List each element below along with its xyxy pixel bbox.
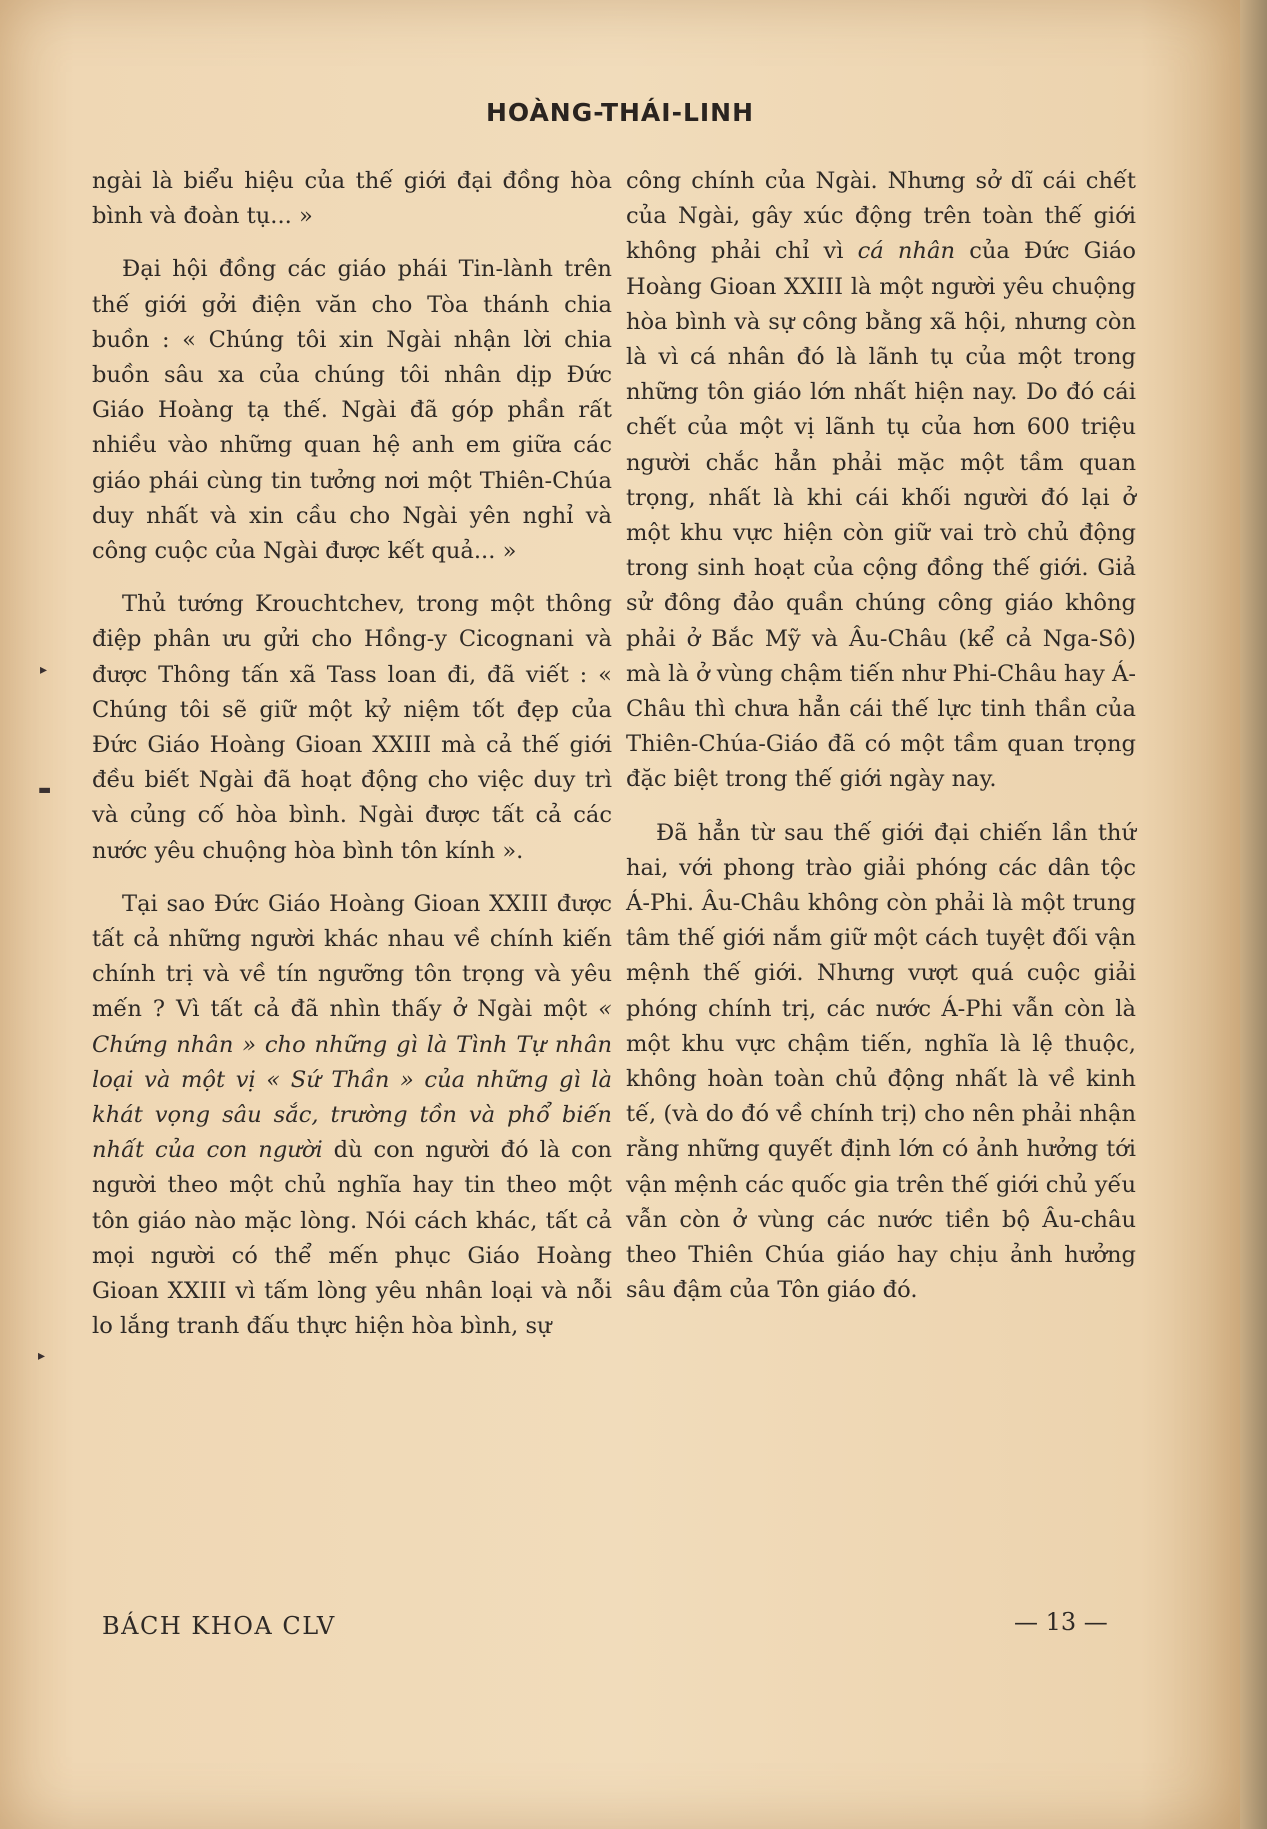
right-paragraph-1 <box>626 164 1136 798</box>
page-number: — 13 — <box>1014 1608 1108 1636</box>
left-paragraph-3: Thủ tướng Krouchtchev, trong một thông điệp phân ưu gửi cho Hồng-y Cicognani và được Thông tấn xã Tass loan đi, đã viết : « Chúng tôi sẽ giữ một kỷ niệm tốt đẹp của Đức Giáo Hoàng Gioan XXIII mà cả thế giới đều biết Ngài đã hoạt động cho việc duy trì và củng cố hòa bình. Ngài được tất cả các nước yêu chuộng hòa bình tôn kính ». <box>92 591 612 864</box>
page-header: HOÀNG-THÁI-LINH <box>485 98 755 127</box>
right-paragraph-1-start: công chính của Ngài. Nhưng sở dĩ cái chết của Ngài, gây xúc động trên toàn thế giới không phải chỉ vì <box>626 168 1136 265</box>
left-paragraph-4 <box>92 887 612 1345</box>
left-paragraph-4-italic: « Chứng nhân » cho những gì là Tình Tự nhân loại và một vị « Sứ Thần » của những gì là khát vọng sâu sắc, trường tồn và phổ biến nhất của con người <box>92 996 612 1164</box>
left-paragraph-2: Đại hội đồng các giáo phái Tin-lành trên thế giới gởi điện văn cho Tòa thánh chia buồn : « Chúng tôi xin Ngài nhận lời chia buồn sâu xa của chúng tôi nhân dịp Đức Giáo Hoàng tạ thế. Ngài đã góp phần rất nhiều vào những quan hệ anh em giữa các giáo phái cùng tin tưởng nơi một Thiên-Chúa duy nhất và xin cầu cho Ngài yên nghỉ và công cuộc của Ngài được kết quả... » <box>92 256 612 565</box>
right-column <box>626 164 1136 1327</box>
left-paragraph-4-start: Tại sao Đức Giáo Hoàng Gioan XXIII được tất cả những người khác nhau về chính kiến chính trị và về tín ngưỡng tôn trọng và yêu mến ? Vì tất cả đã nhìn thấy ở Ngài một <box>92 890 612 1023</box>
publication-footer: BÁCH KHOA CLV <box>102 1612 336 1640</box>
left-paragraph-1: ngài là biểu hiệu của thế giới đại đồng hòa bình và đoàn tụ... » <box>92 168 612 230</box>
margin-mark-2: ▬ <box>38 782 52 798</box>
margin-mark-3: ▸ <box>38 1348 46 1364</box>
left-paragraph-4-end: dù con người đó là con người theo một chủ nghĩa hay tin theo một tôn giáo nào mặc lòng. Nói cách khác, tất cả mọi người có thể mến phục Giáo Hoàng Gioan XXIII vì tấm lòng yêu nhân loại và nỗi lo lắng tranh đấu thực hiện hòa bình, sự <box>92 1137 612 1340</box>
margin-mark-1: ▸ <box>40 662 48 678</box>
right-paragraph-2: Đã hẳn từ sau thế giới đại chiến lần thứ hai, với phong trào giải phóng các dân tộc Á-Phi. Âu-Châu không còn phải là một trung tâm thế giới nắm giữ một cách tuyệt đối vận mệnh thế giới. Nhưng vượt quá cuộc giải phóng chính trị, các nước Á-Phi vẫn còn là một khu vực chậm tiến, nghĩa là lệ thuộc, không hoàn toàn chủ động nhất là về kinh tế, (và do đó về chính trị) cho nên phải nhận rằng những quyết định lớn có ảnh hưởng tới vận mệnh các quốc gia trên thế giới chủ yếu vẫn còn ở vùng các nước tiền bộ Âu-châu theo Thiên Chúa giáo hay chịu ảnh hưởng sâu đậm của Tôn giáo đó. <box>626 819 1136 1304</box>
right-paragraph-1-italic: cá nhân <box>857 238 956 265</box>
right-paragraph-1-end: của Đức Giáo Hoàng Gioan XXIII là một người yêu chuộng hòa bình và sự công bằng xã hội, nhưng còn là vì cá nhân đó là lãnh tụ của một trong những tôn giáo lớn nhất hiện nay. Do đó cái chết của một vị lãnh tụ của hơn 600 triệu người chắc hẳn phải mặc một tầm quan trọng, nhất là khi cái khối người đó lại ở một khu vực hiện còn giữ vai trò chủ động trong sinh hoạt của cộng đồng thế giới. Giả sử đông đảo quần chúng công giáo không phải ở Bắc Mỹ và Âu-Châu (kể cả Nga-Sô) mà là ở vùng chậm tiến như Phi-Châu hay Á-Châu thì chưa hẳn cái thế lực tinh thần của Thiên-Chúa-Giáo đã có một tầm quan trọng đặc biệt trong thế giới ngày nay. <box>626 238 1137 793</box>
page-edge <box>1240 0 1267 1829</box>
left-column <box>92 164 612 1363</box>
